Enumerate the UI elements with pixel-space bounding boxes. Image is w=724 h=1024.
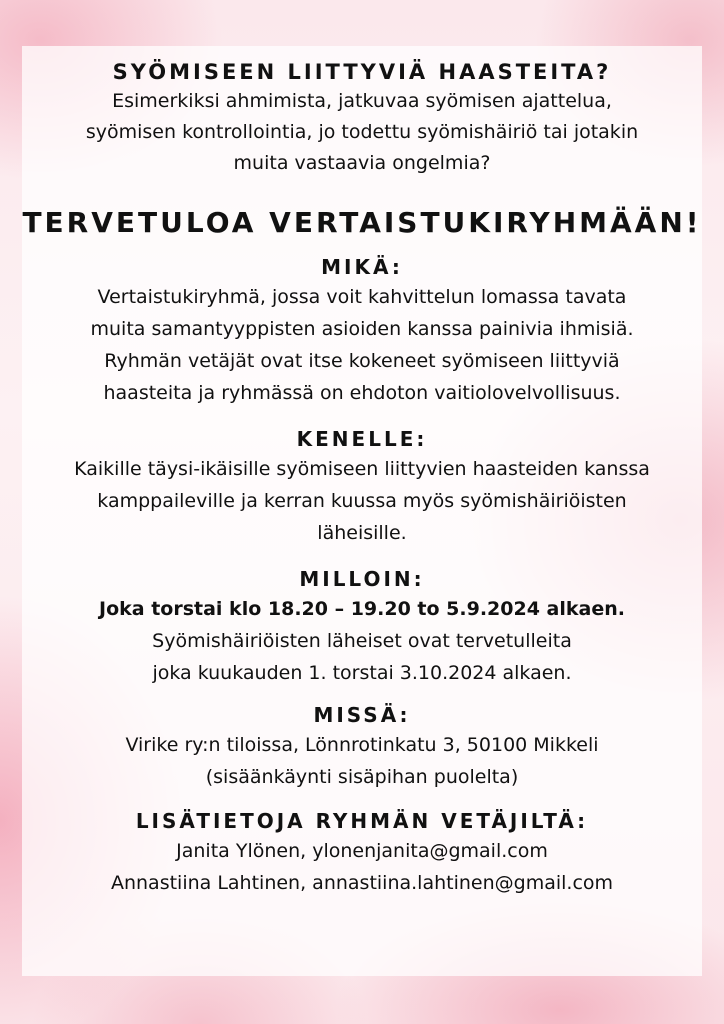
section-text-kenelle: Kaikille täysi-ikäisille syömiseen liittyvien haasteiden kanssa kamppaileville ja kerran kuussa myös syömishäiriöisten läheisille. [74, 458, 650, 544]
section-kenelle [22, 425, 702, 549]
section-lisatietoja [22, 807, 702, 899]
section-text-milloin: Syömishäiriöisten läheiset ovat tervetulleita joka kuukauden 1. torstai 3.10.2024 alkaen. [152, 630, 572, 684]
section-text-missa: Virike ry:n tiloissa, Lönnrotinkatu 3, 50100 Mikkeli (sisäänkäynti sisäpihan puolelta) [125, 734, 599, 788]
section-heading-lisatietoja: LISÄTIETOJA RYHMÄN VETÄJILTÄ: [135, 809, 589, 833]
section-heading-mika: MIKÄ: [321, 255, 403, 279]
contact-janita: Janita Ylönen, ylonenjanita@gmail.com [176, 840, 548, 862]
section-milloin [22, 565, 702, 689]
section-heading-kenelle: KENELLE: [296, 427, 428, 451]
intro-block [22, 58, 702, 179]
section-heading-milloin: MILLOIN: [299, 567, 425, 591]
intro-text: Esimerkiksi ahmimista, jatkuvaa syömisen ajattelua, syömisen kontrollointia, jo todettu syömishäiriö tai jotakin muita vastaavia ongelmia? [85, 90, 639, 174]
section-bold-milloin: Joka torstai klo 18.20 – 19.20 to 5.9.2024 alkaen. [99, 598, 625, 620]
contact-annastiina: Annastiina Lahtinen, annastiina.lahtinen@gmail.com [110, 872, 614, 894]
main-title: TERVETULOA VERTAISTUKIRYHMÄÄN! [22, 206, 702, 239]
section-text-mika: Vertaistukiryhmä, jossa voit kahvittelun lomassa tavata muita samantyyppisten asioiden kanssa painivia ihmisiä. Ryhmän vetäjät ovat itse kokeneet syömiseen liittyviä haasteita ja ryhmässä on ehdoton vaitiolovelvollisuus. [90, 286, 634, 404]
intro-heading: SYÖMISEEN LIITTYVIÄ HAASTEITA? [112, 60, 612, 84]
section-heading-missa: MISSÄ: [313, 703, 411, 727]
section-mika [22, 253, 702, 409]
section-missa [22, 701, 702, 793]
poster-content [22, 58, 702, 899]
